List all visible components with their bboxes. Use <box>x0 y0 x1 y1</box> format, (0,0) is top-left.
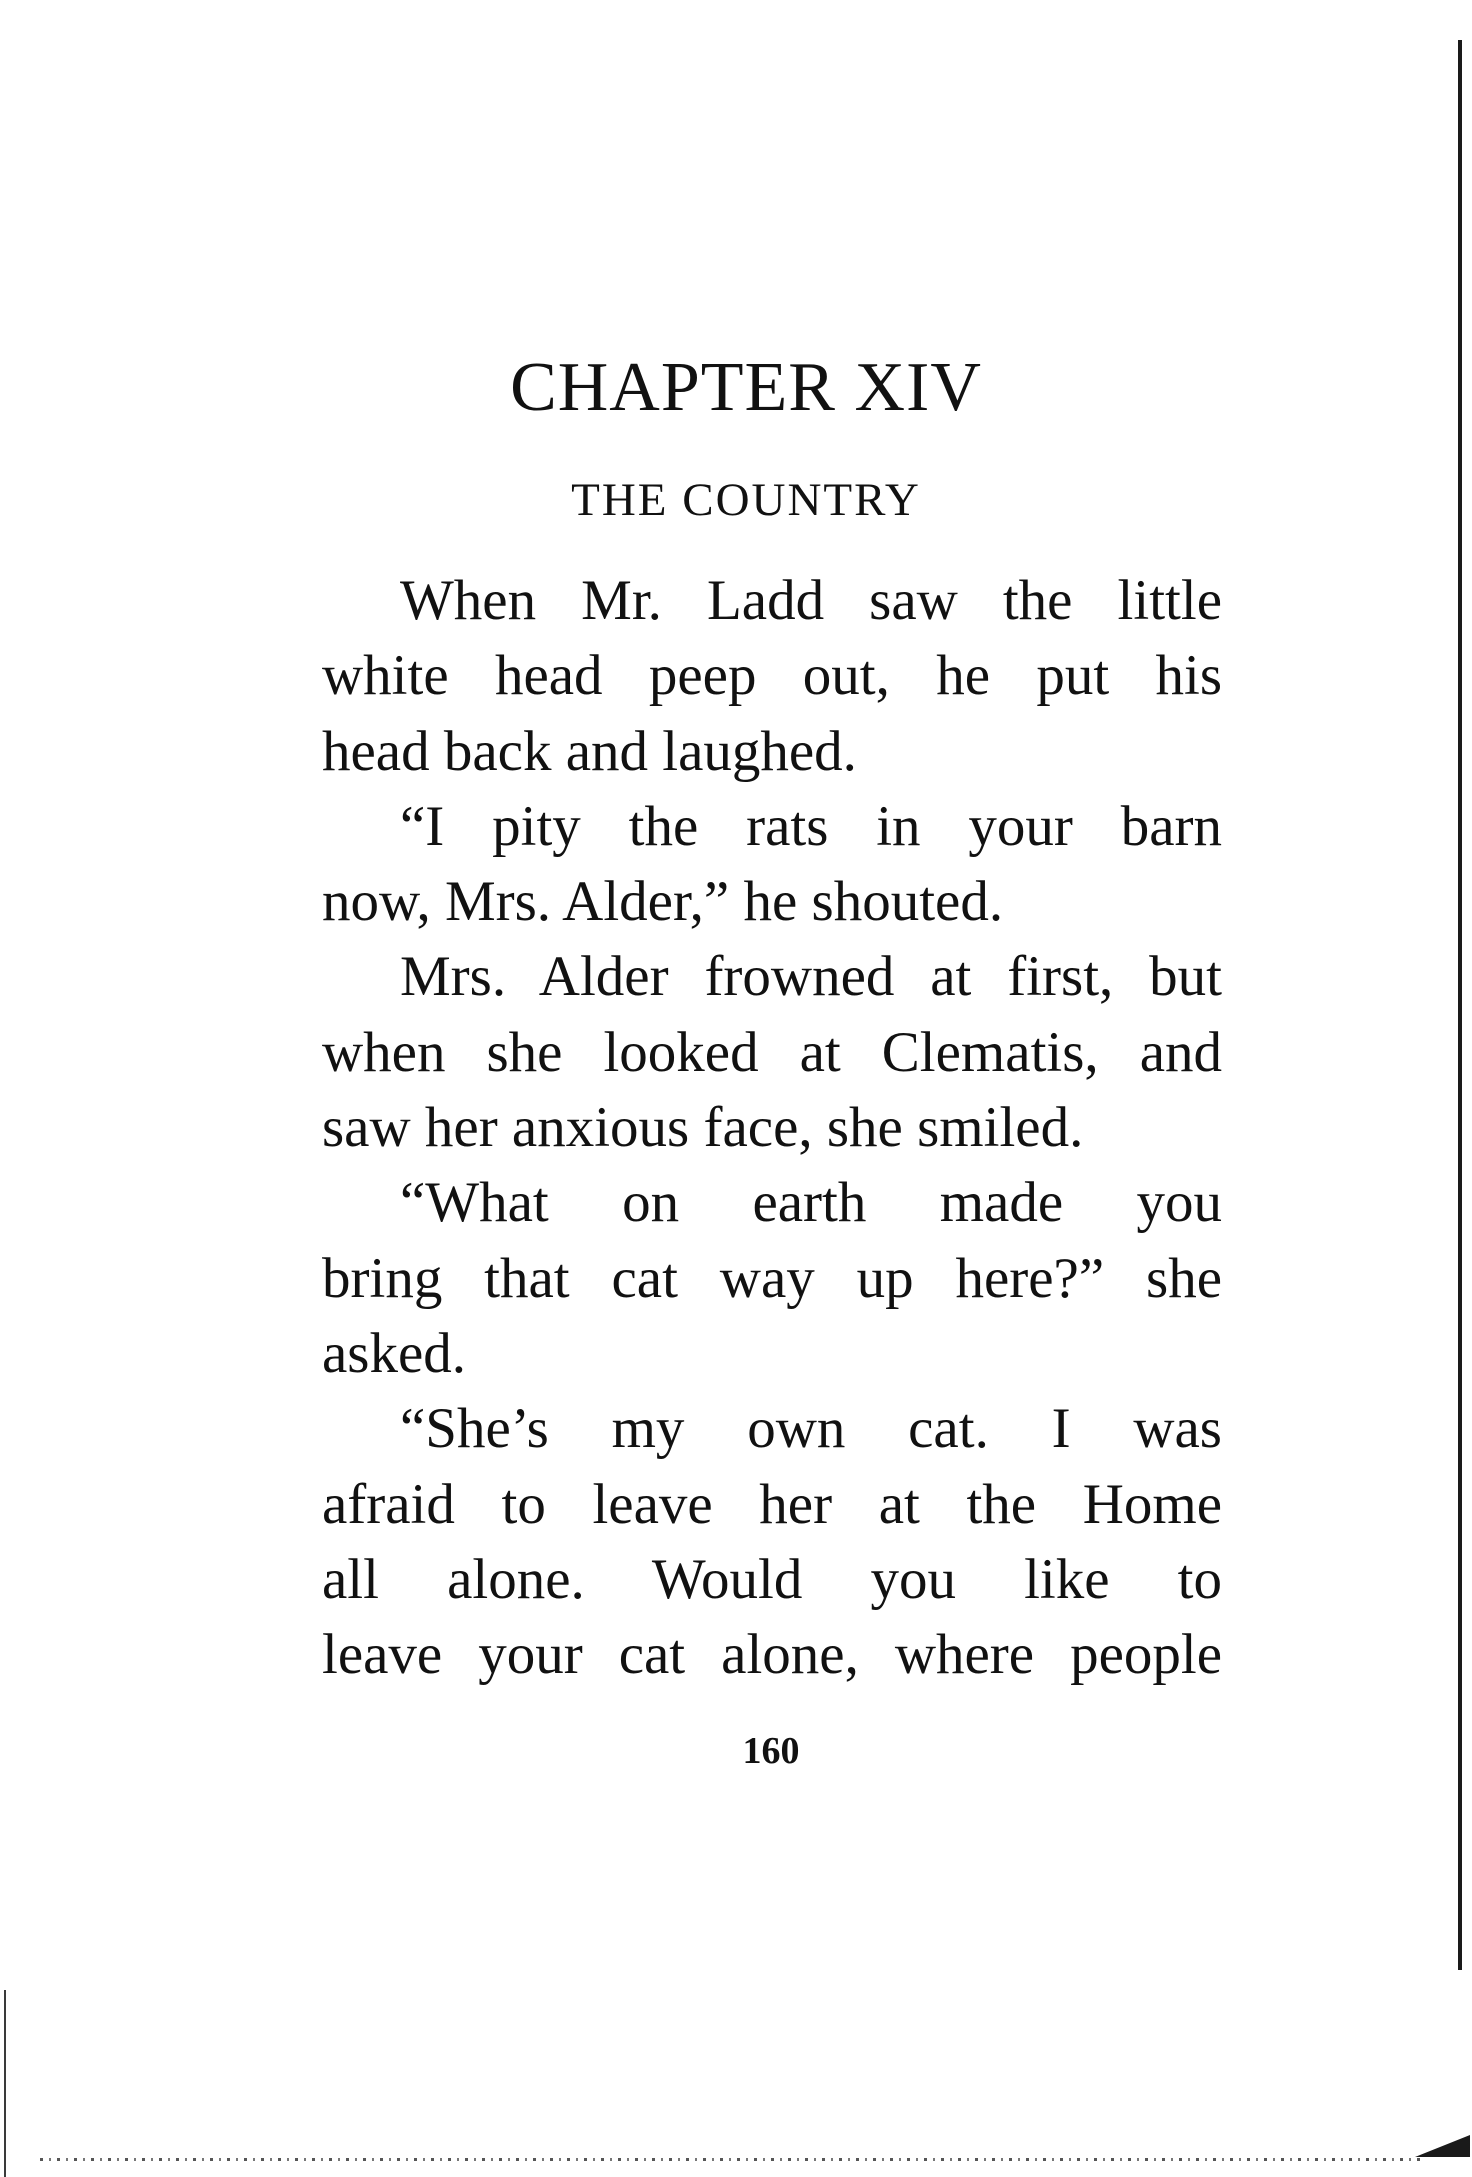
page-number: 160 <box>742 1730 800 1772</box>
text-line: asked. <box>322 1321 467 1385</box>
page-edge-shadow-bottom <box>40 2158 1420 2161</box>
page-edge-shadow-right <box>1458 40 1462 1970</box>
chapter-title: CHAPTER XIV <box>510 349 982 426</box>
text-line: white head peep out, he put his <box>322 644 1222 708</box>
text-line: all alone. Would you like to <box>322 1547 1222 1611</box>
text-line: now, Mrs. Alder,” he shouted. <box>322 870 1004 934</box>
body-text <box>322 563 1222 1692</box>
text-line: When Mr. Ladd saw the little <box>400 569 1222 632</box>
page-edge-shadow-left <box>4 1990 6 2177</box>
text-line: saw her anxious face, she smiled. <box>322 1096 1084 1160</box>
text-line: “What on earth made you <box>400 1171 1222 1235</box>
text-line: Mrs. Alder frowned at first, but <box>400 945 1222 1009</box>
page-corner-mark <box>1415 2135 1470 2157</box>
chapter-subtitle: THE COUNTRY <box>571 474 921 526</box>
text-line: afraid to leave her at the Home <box>322 1472 1222 1536</box>
text-line: “She’s my own cat. I was <box>400 1397 1222 1461</box>
text-line: when she looked at Clematis, and <box>322 1020 1222 1084</box>
text-line: leave your cat alone, where people <box>322 1623 1222 1687</box>
text-line: head back and laughed. <box>322 719 857 783</box>
text-line: bring that cat way up here?” she <box>322 1246 1222 1310</box>
text-line: “I pity the rats in your barn <box>400 794 1222 858</box>
